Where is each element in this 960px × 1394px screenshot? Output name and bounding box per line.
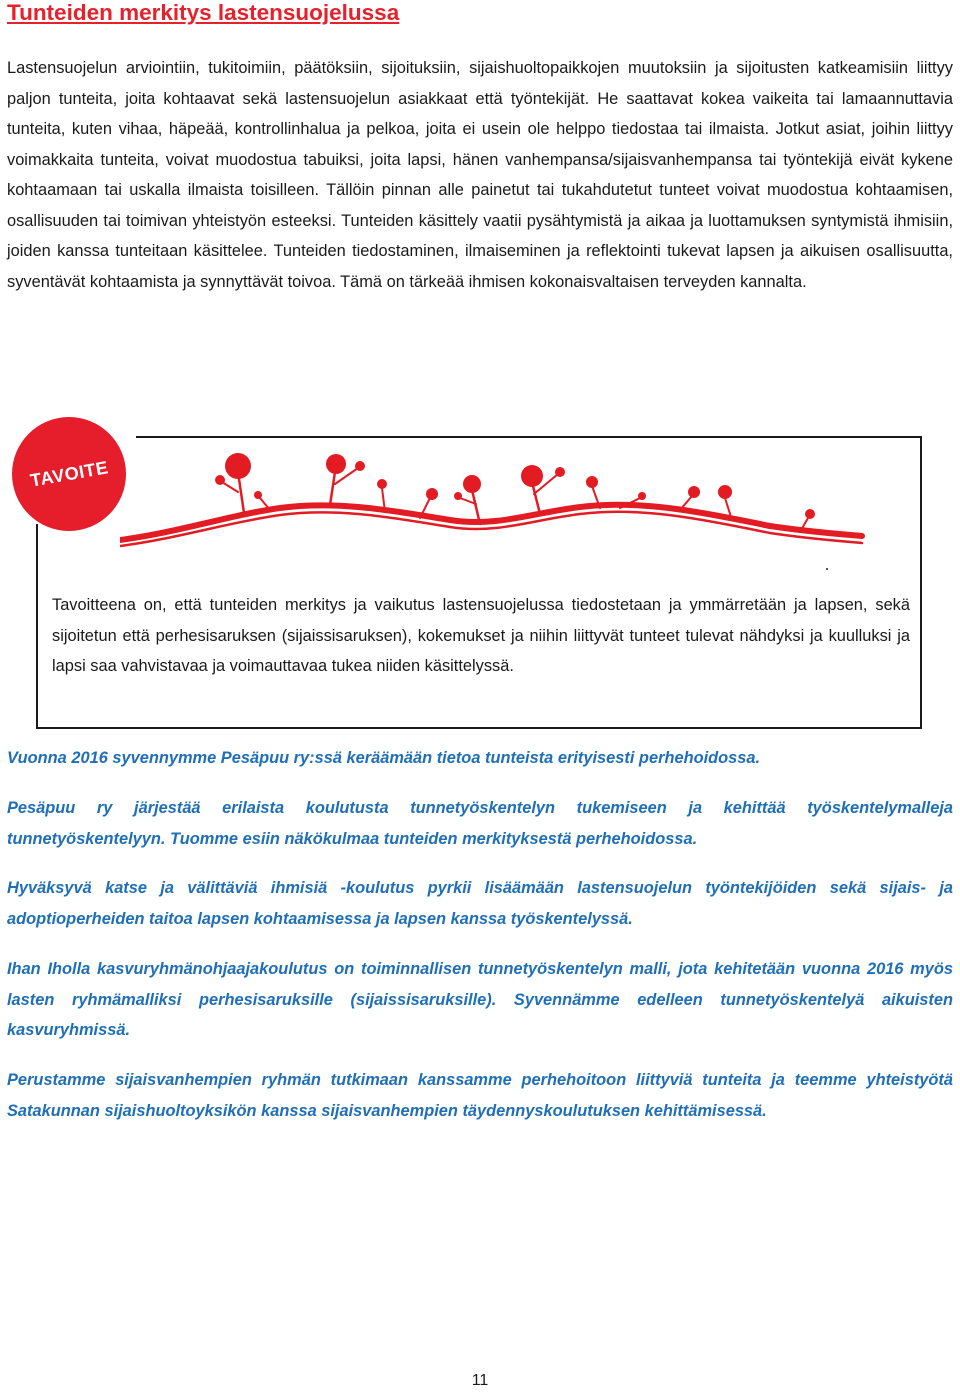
branch-bud: [377, 479, 387, 489]
branch-bud: [586, 476, 598, 488]
branch-bud: [463, 475, 481, 493]
blue-paragraph-1: Vuonna 2016 syvennymme Pesäpuu ry:ssä keräämään tietoa tunteista erityisesti perhehoidossa.: [7, 749, 761, 767]
blue-paragraph-4: Ihan Iholla kasvuryhmänohjaajakoulutus on toiminnallisen tunnetyöskentelyn malli, jota kehitetään vuonna 2016 myös lasten ryhmämalliksi perhesisaruksille (sijaissisaruksille). Syvennämme edelleen tunnetyöskentelyä aikuisten kasvuryhmissä.: [7, 960, 953, 1039]
goal-box-left-border: [36, 524, 38, 727]
branch-bud: [355, 461, 365, 471]
branch-bud: [718, 485, 732, 499]
branch-bud: [688, 486, 700, 498]
blue-paragraph-5: Perustamme sijaisvanhempien ryhmän tutkimaan kanssamme perhehoitoon liittyviä tunteita ja teemme yhteistyötä Satakunnan sijaishuoltoyksikön kanssa sijaisvanhempien täydennyskoulutuksen kehittämisessä.: [7, 1071, 953, 1120]
branch-bud: [805, 509, 815, 519]
goal-badge: [12, 417, 126, 531]
goal-box-top-border: [136, 436, 920, 438]
page-title: Tunteiden merkitys lastensuojelussa: [7, 0, 400, 25]
branch-bud: [225, 453, 251, 479]
branch-bud: [326, 454, 346, 474]
branch-illustration: [120, 440, 870, 580]
page-number: 11: [471, 1372, 489, 1389]
goal-text: Tavoitteena on, että tunteiden merkitys ja vaikutus lastensuojelussa tiedostetaan ja ymmärretään ja lapsen, sekä sijoitetun että perhesisaruksen (sijaissisaruksen), kokemukset ja niihin liittyvät tunteet tulevat nähdyksi ja kuulluksi ja lapsi saa vahvistavaa ja voimauttavaa tukea niiden käsittelyssä.: [52, 596, 910, 675]
branch-bud: [454, 492, 462, 500]
blue-paragraph-3: Hyväksyvä katse ja välittäviä ihmisiä -koulutus pyrkii lisäämään lastensuojelun työntekijöiden sekä sijais- ja adoptioperheiden taitoa lapsen kohtaamisessa ja lapsen kanssa työskentelyssä.: [7, 879, 953, 928]
branch-bud: [555, 467, 565, 477]
stray-dot: [826, 568, 828, 570]
branch-bud: [521, 465, 543, 487]
branch-main-line: [120, 505, 862, 540]
branch-bud: [638, 492, 646, 500]
goal-badge-label: TAVOITE: [28, 456, 110, 491]
branch-bud: [254, 491, 262, 499]
branch-bud: [426, 488, 438, 500]
intro-paragraph: Lastensuojelun arviointiin, tukitoimiin, päätöksiin, sijoituksiin, sijaishuoltopaikkojen muutoksiin ja sijoitusten katkeamisiin liittyy paljon tunteita, joita kohtaavat sekä lastensuojelun asiakkaat että työntekijät. He saattavat kokea vaikeita tai lamaannuttavia tunteita, kuten vihaa, häpeää, kontrollinhalua ja pelkoa, joita ei usein ole helppo tiedostaa tai ilmaista. Jotkut asiat, joihin liittyy voimakkaita tunteita, voivat muodostua tabuiksi, joita lapsi, hänen vanhempansa/sijaisvanhempansa tai työntekijä eivät kykene kohtaamaan tai uskalla ilmaista toisilleen. Tällöin pinnan alle painetut tai tukahdutetut tunteet voivat muodostua kohtaamisen, osallisuuden tai toimivan yhteistyön esteeksi. Tunteiden käsittely vaatii pysähtymistä ja aikaa ja luottamuksen syntymistä ihmisiin, joiden kanssa tunteitaan käsittelee. Tunteiden tiedostaminen, ilmaiseminen ja reflektointi tukevat lapsen ja aikuisen osallisuutta, syventävät kohtaamista ja synnyttävät toivoa. Tämä on tärkeää ihmisen kokonaisvaltaisen terveyden kannalta.: [7, 59, 953, 291]
blue-paragraph-2: Pesäpuu ry järjestää erilaista koulutusta tunnetyöskentelyn tukemiseen ja kehittää työskentelymalleja tunnetyöskentelyyn. Tuomme esiin näkökulmaa tunteiden merkityksestä perhehoidossa.: [7, 799, 953, 848]
branch-bud: [215, 475, 225, 485]
